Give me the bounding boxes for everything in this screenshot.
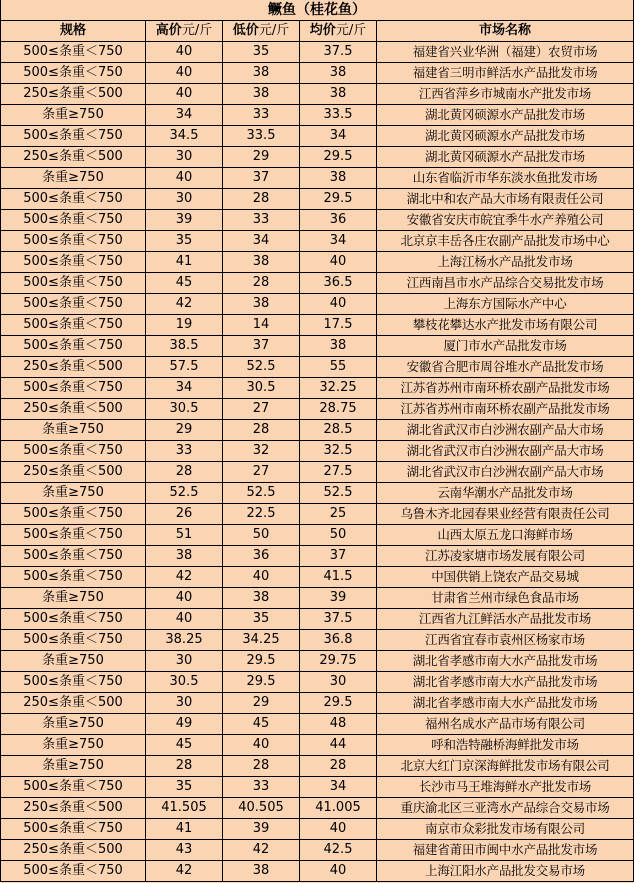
table-row: [1, 840, 634, 861]
cell-low: 14: [223, 315, 300, 336]
cell-spec: 条重≥750: [1, 105, 146, 126]
table-row: [1, 693, 634, 714]
cell-spec: 500≤条重＜750: [1, 252, 146, 273]
cell-high: 34: [146, 378, 223, 399]
cell-market: 湖北省武汉市白沙洲农副产品大市场: [377, 441, 634, 462]
table-row: [1, 126, 634, 147]
cell-spec: 500≤条重＜750: [1, 861, 146, 882]
table-row: [1, 819, 634, 840]
cell-avg: 38: [300, 84, 377, 105]
cell-avg: 29.75: [300, 651, 377, 672]
cell-avg: 36.8: [300, 630, 377, 651]
cell-market: 上海东方国际水产中心: [377, 294, 634, 315]
cell-avg: 29.5: [300, 189, 377, 210]
header-low-unit: 元/斤: [258, 23, 290, 38]
cell-market: 福州名成水产品市场有限公司: [377, 714, 634, 735]
cell-avg: 50: [300, 525, 377, 546]
table-row: [1, 315, 634, 336]
table-row: [1, 441, 634, 462]
cell-low: 40: [223, 567, 300, 588]
cell-avg: 36: [300, 210, 377, 231]
cell-high: 29: [146, 420, 223, 441]
cell-high: 57.5: [146, 357, 223, 378]
cell-spec: 500≤条重＜750: [1, 777, 146, 798]
cell-spec: 500≤条重＜750: [1, 378, 146, 399]
cell-high: 34.5: [146, 126, 223, 147]
cell-low: 38: [223, 294, 300, 315]
cell-low: 36: [223, 546, 300, 567]
cell-market: 上海江杨水产品批发市场: [377, 252, 634, 273]
cell-market: 湖北省孝感市南大水产品批发市场: [377, 651, 634, 672]
header-market: 市场名称: [377, 21, 634, 42]
cell-avg: 52.5: [300, 483, 377, 504]
cell-market: 江苏凌家塘市场发展有限公司: [377, 546, 634, 567]
cell-high: 30: [146, 651, 223, 672]
table-row: [1, 189, 634, 210]
cell-low: 34.25: [223, 630, 300, 651]
table-row: [1, 525, 634, 546]
cell-avg: 37.5: [300, 42, 377, 63]
cell-high: 42: [146, 567, 223, 588]
cell-high: 40: [146, 609, 223, 630]
cell-high: 45: [146, 273, 223, 294]
cell-avg: 36.5: [300, 273, 377, 294]
cell-high: 52.5: [146, 483, 223, 504]
cell-spec: 条重≥750: [1, 735, 146, 756]
cell-avg: 28.5: [300, 420, 377, 441]
cell-high: 38.5: [146, 336, 223, 357]
cell-spec: 250≤条重＜500: [1, 840, 146, 861]
cell-market: 湖北省武汉市白沙洲农副产品大市场: [377, 462, 634, 483]
cell-avg: 44: [300, 735, 377, 756]
cell-high: 30.5: [146, 672, 223, 693]
cell-low: 38: [223, 84, 300, 105]
cell-avg: 34: [300, 126, 377, 147]
cell-low: 29: [223, 693, 300, 714]
cell-high: 40: [146, 42, 223, 63]
cell-high: 45: [146, 735, 223, 756]
cell-high: 38.25: [146, 630, 223, 651]
cell-market: 湖北黄冈硕源水产品批发市场: [377, 126, 634, 147]
cell-spec: 500≤条重＜750: [1, 294, 146, 315]
cell-high: 30: [146, 147, 223, 168]
table-row: [1, 567, 634, 588]
table-row: [1, 777, 634, 798]
cell-spec: 500≤条重＜750: [1, 567, 146, 588]
cell-spec: 250≤条重＜500: [1, 462, 146, 483]
cell-market: 北京京丰岳各庄农副产品批发市场中心: [377, 231, 634, 252]
cell-avg: 41.5: [300, 567, 377, 588]
cell-spec: 500≤条重＜750: [1, 231, 146, 252]
cell-high: 41: [146, 252, 223, 273]
cell-market: 福建省莆田市闽中水产品批发市场: [377, 840, 634, 861]
cell-market: 江西省九江鲜活水产品批发市场: [377, 609, 634, 630]
cell-avg: 33.5: [300, 105, 377, 126]
cell-market: 湖北省孝感市南大水产品批发市场: [377, 693, 634, 714]
cell-high: 42: [146, 294, 223, 315]
table-row: [1, 168, 634, 189]
cell-avg: 32.25: [300, 378, 377, 399]
table-row: [1, 84, 634, 105]
cell-low: 29.5: [223, 672, 300, 693]
cell-low: 52.5: [223, 357, 300, 378]
cell-low: 32: [223, 441, 300, 462]
cell-low: 33: [223, 210, 300, 231]
cell-high: 26: [146, 504, 223, 525]
cell-spec: 500≤条重＜750: [1, 210, 146, 231]
cell-high: 49: [146, 714, 223, 735]
cell-low: 33: [223, 105, 300, 126]
cell-low: 28: [223, 189, 300, 210]
table-row: [1, 63, 634, 84]
cell-avg: 34: [300, 231, 377, 252]
table-row: [1, 336, 634, 357]
cell-spec: 500≤条重＜750: [1, 126, 146, 147]
table-row: [1, 273, 634, 294]
header-avg-label: 均价: [309, 23, 336, 38]
cell-avg: 17.5: [300, 315, 377, 336]
cell-low: 38: [223, 861, 300, 882]
table-row: [1, 231, 634, 252]
header-high-unit: 元/斤: [181, 23, 213, 38]
cell-market: 长沙市马王堆海鲜水产批发市场: [377, 777, 634, 798]
cell-market: 云南华潮水产品批发市场: [377, 483, 634, 504]
cell-avg: 30: [300, 672, 377, 693]
table-row: [1, 42, 634, 63]
table-row: [1, 735, 634, 756]
cell-avg: 34: [300, 777, 377, 798]
cell-spec: 250≤条重＜500: [1, 357, 146, 378]
cell-market: 甘肃省兰州市绿色食品市场: [377, 588, 634, 609]
table-title: 鳜鱼（桂花鱼）: [1, 0, 634, 21]
cell-high: 28: [146, 756, 223, 777]
cell-avg: 28.75: [300, 399, 377, 420]
cell-spec: 250≤条重＜500: [1, 693, 146, 714]
cell-market: 湖北省孝感市南大水产品批发市场: [377, 672, 634, 693]
cell-low: 38: [223, 252, 300, 273]
cell-high: 41: [146, 819, 223, 840]
cell-spec: 250≤条重＜500: [1, 798, 146, 819]
cell-avg: 25: [300, 504, 377, 525]
cell-high: 30.5: [146, 399, 223, 420]
cell-high: 41.505: [146, 798, 223, 819]
table-row: [1, 609, 634, 630]
cell-market: 攀枝花攀达水产批发市场有限公司: [377, 315, 634, 336]
cell-high: 35: [146, 231, 223, 252]
cell-avg: 27.5: [300, 462, 377, 483]
cell-avg: 55: [300, 357, 377, 378]
cell-spec: 条重≥750: [1, 756, 146, 777]
table-row: [1, 651, 634, 672]
cell-low: 29: [223, 147, 300, 168]
cell-high: 19: [146, 315, 223, 336]
cell-high: 40: [146, 63, 223, 84]
cell-market: 山西太原五龙口海鲜市场: [377, 525, 634, 546]
table-row: [1, 672, 634, 693]
cell-spec: 500≤条重＜750: [1, 672, 146, 693]
cell-low: 35: [223, 42, 300, 63]
cell-low: 45: [223, 714, 300, 735]
cell-market: 呼和浩特融桥海鲜批发市场: [377, 735, 634, 756]
cell-avg: 40: [300, 861, 377, 882]
cell-low: 37: [223, 336, 300, 357]
cell-high: 33: [146, 441, 223, 462]
cell-spec: 500≤条重＜750: [1, 273, 146, 294]
cell-spec: 250≤条重＜500: [1, 84, 146, 105]
header-low-label: 低价: [232, 23, 259, 38]
cell-market: 江西省宜春市袁州区杨家市场: [377, 630, 634, 651]
cell-avg: 40: [300, 294, 377, 315]
table-row: [1, 714, 634, 735]
cell-market: 湖北中和农产品大市场有限责任公司: [377, 189, 634, 210]
cell-spec: 500≤条重＜750: [1, 315, 146, 336]
table-row: [1, 798, 634, 819]
cell-low: 39: [223, 819, 300, 840]
table-row: [1, 378, 634, 399]
cell-high: 30: [146, 693, 223, 714]
cell-avg: 39: [300, 588, 377, 609]
cell-spec: 条重≥750: [1, 420, 146, 441]
cell-spec: 条重≥750: [1, 588, 146, 609]
cell-low: 28: [223, 273, 300, 294]
cell-avg: 29.5: [300, 147, 377, 168]
cell-market: 江西省萍乡市城南水产批发市场: [377, 84, 634, 105]
cell-low: 22.5: [223, 504, 300, 525]
table-row: [1, 630, 634, 651]
cell-high: 51: [146, 525, 223, 546]
table-row: [1, 588, 634, 609]
table-row: [1, 483, 634, 504]
cell-low: 30.5: [223, 378, 300, 399]
cell-low: 28: [223, 420, 300, 441]
cell-market: 湖北黄冈硕源水产品批发市场: [377, 105, 634, 126]
table-row: [1, 756, 634, 777]
cell-spec: 条重≥750: [1, 168, 146, 189]
cell-high: 28: [146, 462, 223, 483]
cell-low: 42: [223, 840, 300, 861]
cell-low: 40.505: [223, 798, 300, 819]
cell-spec: 条重≥750: [1, 651, 146, 672]
header-spec: 规格: [1, 21, 146, 42]
cell-spec: 500≤条重＜750: [1, 63, 146, 84]
cell-avg: 38: [300, 168, 377, 189]
cell-market: 福建省兴业华洲（福建）农贸市场: [377, 42, 634, 63]
cell-avg: 41.005: [300, 798, 377, 819]
cell-low: 50: [223, 525, 300, 546]
cell-high: 35: [146, 777, 223, 798]
cell-market: 中国供销上饶农产品交易城: [377, 567, 634, 588]
cell-spec: 500≤条重＜750: [1, 504, 146, 525]
cell-high: 38: [146, 546, 223, 567]
cell-low: 38: [223, 588, 300, 609]
table-row: [1, 399, 634, 420]
cell-spec: 500≤条重＜750: [1, 42, 146, 63]
table-row: [1, 294, 634, 315]
cell-high: 43: [146, 840, 223, 861]
cell-low: 27: [223, 462, 300, 483]
cell-spec: 500≤条重＜750: [1, 336, 146, 357]
cell-market: 福建省三明市鲜活水产品批发市场: [377, 63, 634, 84]
cell-spec: 500≤条重＜750: [1, 819, 146, 840]
cell-market: 北京大红门京深海鲜批发市场有限公司: [377, 756, 634, 777]
header-high-label: 高价: [155, 23, 182, 38]
cell-market: 湖北黄冈硕源水产品批发市场: [377, 147, 634, 168]
cell-low: 29.5: [223, 651, 300, 672]
header-avg: [300, 21, 377, 42]
cell-market: 江苏省苏州市南环桥农副产品批发市场: [377, 378, 634, 399]
cell-market: 江西南昌市水产品综合交易批发市场: [377, 273, 634, 294]
header-row: [1, 21, 634, 42]
cell-avg: 40: [300, 819, 377, 840]
table-row: [1, 504, 634, 525]
cell-market: 安徽省合肥市周谷堆水产品批发市场: [377, 357, 634, 378]
cell-low: 34: [223, 231, 300, 252]
header-high: [146, 21, 223, 42]
header-avg-unit: 元/斤: [335, 23, 367, 38]
table-row: [1, 861, 634, 882]
cell-spec: 250≤条重＜500: [1, 147, 146, 168]
table-row: [1, 105, 634, 126]
cell-avg: 32.5: [300, 441, 377, 462]
table-row: [1, 252, 634, 273]
table-row: [1, 357, 634, 378]
cell-low: 52.5: [223, 483, 300, 504]
cell-low: 35: [223, 609, 300, 630]
cell-spec: 条重≥750: [1, 483, 146, 504]
cell-avg: 42.5: [300, 840, 377, 861]
cell-market: 湖北省武汉市白沙洲农副产品大市场: [377, 420, 634, 441]
cell-low: 33.5: [223, 126, 300, 147]
cell-market: 安徽省安庆市皖宜季牛水产养殖公司: [377, 210, 634, 231]
table-row: [1, 147, 634, 168]
cell-high: 40: [146, 168, 223, 189]
cell-high: 42: [146, 861, 223, 882]
cell-low: 38: [223, 63, 300, 84]
cell-avg: 40: [300, 252, 377, 273]
cell-low: 40: [223, 735, 300, 756]
header-low: [223, 21, 300, 42]
cell-market: 江苏省苏州市南环桥农副产品批发市场: [377, 399, 634, 420]
cell-spec: 条重≥750: [1, 714, 146, 735]
cell-high: 40: [146, 588, 223, 609]
cell-low: 27: [223, 399, 300, 420]
cell-avg: 37: [300, 546, 377, 567]
title-row: [1, 0, 634, 21]
table-row: [1, 420, 634, 441]
cell-spec: 500≤条重＜750: [1, 630, 146, 651]
cell-market: 重庆渝北区三亚湾水产品综合交易市场: [377, 798, 634, 819]
cell-high: 40: [146, 84, 223, 105]
cell-market: 南京市众彩批发市场有限公司: [377, 819, 634, 840]
cell-avg: 38: [300, 63, 377, 84]
cell-spec: 500≤条重＜750: [1, 525, 146, 546]
cell-spec: 500≤条重＜750: [1, 546, 146, 567]
cell-avg: 48: [300, 714, 377, 735]
table-row: [1, 546, 634, 567]
cell-high: 39: [146, 210, 223, 231]
cell-avg: 37.5: [300, 609, 377, 630]
cell-spec: 500≤条重＜750: [1, 189, 146, 210]
table-row: [1, 210, 634, 231]
cell-market: 山东省临沂市华东淡水鱼批发市场: [377, 168, 634, 189]
cell-market: 乌鲁木齐北园春果业经营有限责任公司: [377, 504, 634, 525]
cell-market: 厦门市水产品批发市场: [377, 336, 634, 357]
cell-spec: 500≤条重＜750: [1, 609, 146, 630]
cell-avg: 29.5: [300, 693, 377, 714]
cell-spec: 500≤条重＜750: [1, 441, 146, 462]
cell-avg: 38: [300, 336, 377, 357]
cell-high: 34: [146, 105, 223, 126]
cell-spec: 250≤条重＜500: [1, 399, 146, 420]
cell-low: 28: [223, 756, 300, 777]
cell-avg: 28: [300, 756, 377, 777]
cell-high: 30: [146, 189, 223, 210]
cell-low: 33: [223, 777, 300, 798]
cell-market: 上海江阳水产品批发交易市场: [377, 861, 634, 882]
table-row: [1, 462, 634, 483]
cell-low: 37: [223, 168, 300, 189]
